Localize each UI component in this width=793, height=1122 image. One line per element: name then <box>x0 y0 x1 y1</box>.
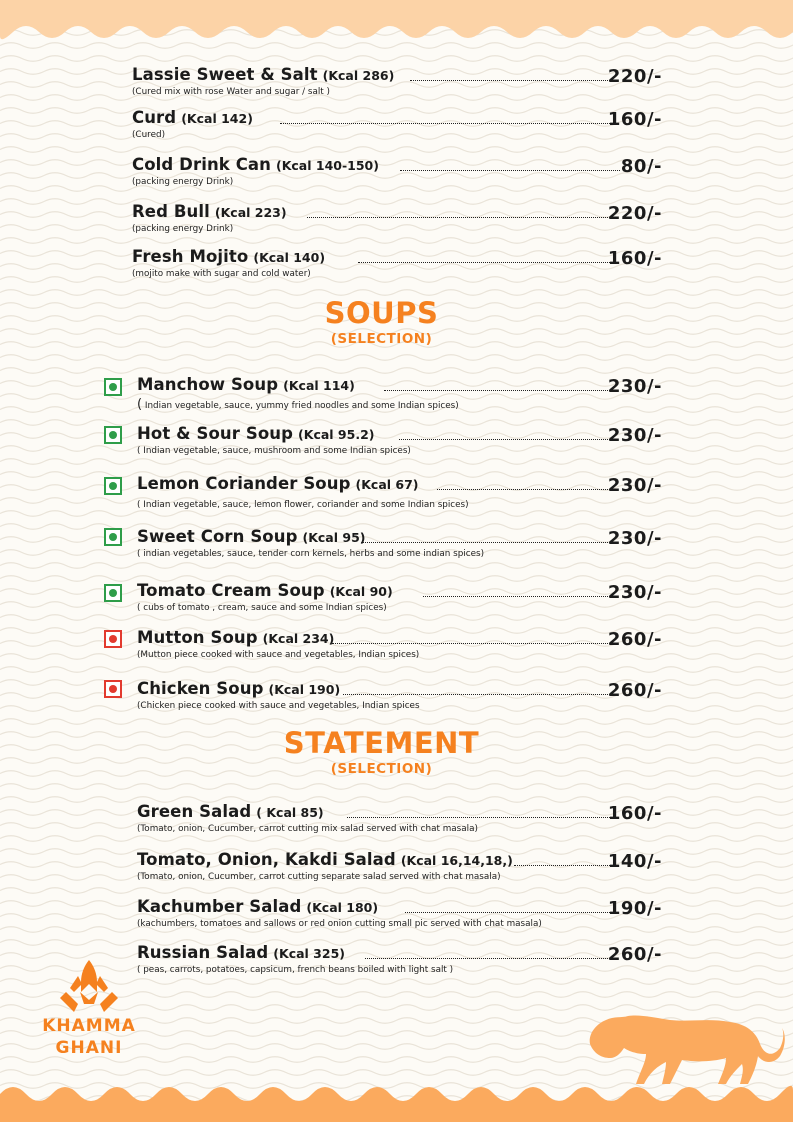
item-description: (kachumbers, tomatoes and sallows or red onion cutting small pic served with chat masala) <box>137 919 542 929</box>
item-description: (Tomato, onion, Cucumber, carrot cutting separate salad served with chat masala) <box>137 872 501 882</box>
item-name: Green Salad <box>137 802 252 821</box>
item-kcal: (Kcal 16,14,18,) <box>400 853 513 868</box>
menu-item <box>132 202 662 234</box>
non-veg-icon <box>104 680 122 698</box>
item-price: 230/- <box>607 425 662 446</box>
item-description <box>137 397 662 412</box>
item-name: Sweet Corn Soup <box>137 527 298 546</box>
item-name: Mutton Soup <box>137 628 258 647</box>
menu-item <box>137 943 662 975</box>
item-price: 260/- <box>607 944 662 965</box>
section-title-soups: SOUPS <box>324 296 439 330</box>
item-price: 140/- <box>607 851 662 872</box>
item-price: 230/- <box>607 376 662 397</box>
item-description: (packing energy Drink) <box>132 177 234 187</box>
item-price: 260/- <box>607 629 662 650</box>
dot-leader <box>514 864 612 866</box>
menu-item <box>132 108 662 140</box>
item-price: 160/- <box>607 803 662 824</box>
menu-item <box>137 424 662 456</box>
menu-item <box>137 375 662 412</box>
veg-icon <box>104 477 122 495</box>
item-name: Chicken Soup <box>137 679 264 698</box>
item-price: 160/- <box>607 248 662 269</box>
item-description: (Cured mix with rose Water and sugar / salt ) <box>132 87 330 97</box>
item-price: 260/- <box>607 680 662 701</box>
item-description: (Tomato, onion, Cucumber, carrot cutting mix salad served with chat masala) <box>137 824 478 834</box>
item-description: ( cubs of tomato , cream, sauce and some Indian spices) <box>137 603 387 613</box>
section-subtitle-soups: (SELECTION) <box>330 331 433 347</box>
section-title-statement: STATEMENT <box>283 726 480 760</box>
item-name: Tomato Cream Soup <box>137 581 325 600</box>
item-description: (Mutton piece cooked with sauce and vegetables, Indian spices) <box>137 650 420 660</box>
dot-leader <box>410 79 612 81</box>
item-kcal: ( Kcal 85) <box>256 805 324 820</box>
item-kcal: (Kcal 223) <box>214 205 287 220</box>
item-name: Lassie Sweet & Salt <box>132 65 318 84</box>
item-description: (packing energy Drink) <box>132 224 234 234</box>
dot-leader <box>399 438 612 440</box>
item-name: Hot & Sour Soup <box>137 424 294 443</box>
veg-icon <box>104 528 122 546</box>
item-name: Manchow Soup <box>137 375 279 394</box>
desc-text: Indian vegetable, sauce, yummy fried noodles and some Indian spices) <box>142 401 459 411</box>
menu-item <box>137 474 662 510</box>
item-price: 190/- <box>607 898 662 919</box>
item-kcal: (Kcal 325) <box>273 946 345 961</box>
item-kcal: (Kcal 286) <box>322 68 395 83</box>
tiger-silhouette-icon <box>586 1010 786 1090</box>
veg-icon <box>104 378 122 396</box>
menu-item <box>132 155 662 187</box>
dot-leader <box>423 595 612 597</box>
namaste-hands-icon <box>34 958 144 1018</box>
menu-item <box>132 247 662 279</box>
dot-leader <box>361 541 612 543</box>
item-kcal: (Kcal 95) <box>302 530 366 545</box>
item-description: ( Indian vegetable, sauce, mushroom and some Indian spices) <box>137 446 411 456</box>
menu-item <box>137 679 662 711</box>
item-kcal: (Kcal 142) <box>181 111 253 126</box>
menu-item <box>137 527 662 559</box>
item-name: Kachumber Salad <box>137 897 302 916</box>
dot-leader <box>347 816 612 818</box>
dot-leader <box>437 488 612 490</box>
menu-item <box>137 897 662 929</box>
menu-item <box>137 581 662 613</box>
dot-leader <box>365 957 612 959</box>
item-price: 160/- <box>607 109 662 130</box>
item-name: Curd <box>132 108 177 127</box>
dot-leader <box>332 642 612 644</box>
item-name: Tomato, Onion, Kakdi Salad <box>137 850 396 869</box>
item-kcal: (Kcal 140-150) <box>276 158 379 173</box>
veg-icon <box>104 584 122 602</box>
menu-item <box>137 628 662 660</box>
item-price: 230/- <box>607 475 662 496</box>
item-description: ( peas, carrots, potatoes, capsicum, french beans boiled with light salt ) <box>137 965 454 975</box>
item-price: 220/- <box>607 66 662 87</box>
item-kcal: (Kcal 140) <box>253 250 326 265</box>
item-description: (Chicken piece cooked with sauce and vegetables, Indian spices <box>137 701 420 711</box>
section-subtitle-statement: (SELECTION) <box>330 761 433 777</box>
item-kcal: (Kcal 114) <box>283 378 355 393</box>
item-kcal: (Kcal 234) <box>262 631 335 646</box>
item-kcal: (Kcal 95.2) <box>298 427 375 442</box>
item-price: 80/- <box>620 156 662 177</box>
item-description: (mojito make with sugar and cold water) <box>132 269 311 279</box>
menu-item <box>132 65 662 97</box>
item-price: 230/- <box>607 582 662 603</box>
top-wave-border <box>0 0 793 52</box>
dot-leader <box>384 389 612 391</box>
menu-item <box>137 802 662 834</box>
item-kcal: (Kcal 180) <box>306 900 379 915</box>
brand-name-line1: KHAMMA <box>42 1016 136 1036</box>
menu-item <box>137 850 662 882</box>
item-description: (Cured) <box>132 130 166 140</box>
item-name: Lemon Coriander Soup <box>137 474 351 493</box>
dot-leader <box>280 122 612 124</box>
dot-leader <box>358 261 612 263</box>
dot-leader <box>307 216 612 218</box>
item-kcal: (Kcal 67) <box>355 477 419 492</box>
dot-leader <box>343 693 612 695</box>
item-kcal: (Kcal 90) <box>329 584 393 599</box>
item-name: Red Bull <box>132 202 210 221</box>
non-veg-icon <box>104 630 122 648</box>
item-name: Cold Drink Can <box>132 155 271 174</box>
item-kcal: (Kcal 190) <box>268 682 341 697</box>
dot-leader <box>405 911 612 913</box>
item-description: ( indian vegetables, sauce, tender corn kernels, herbs and some indian spices) <box>137 549 484 559</box>
item-price: 220/- <box>607 203 662 224</box>
dot-leader <box>400 169 620 171</box>
item-description: ( Indian vegetable, sauce, lemon flower, coriander and some Indian spices) <box>137 500 469 510</box>
item-price: 230/- <box>607 528 662 549</box>
item-name: Fresh Mojito <box>132 247 249 266</box>
item-name: Russian Salad <box>137 943 269 962</box>
veg-icon <box>104 426 122 444</box>
desc-paren: ( <box>137 397 143 412</box>
brand-name-line2: GHANI <box>55 1038 123 1058</box>
